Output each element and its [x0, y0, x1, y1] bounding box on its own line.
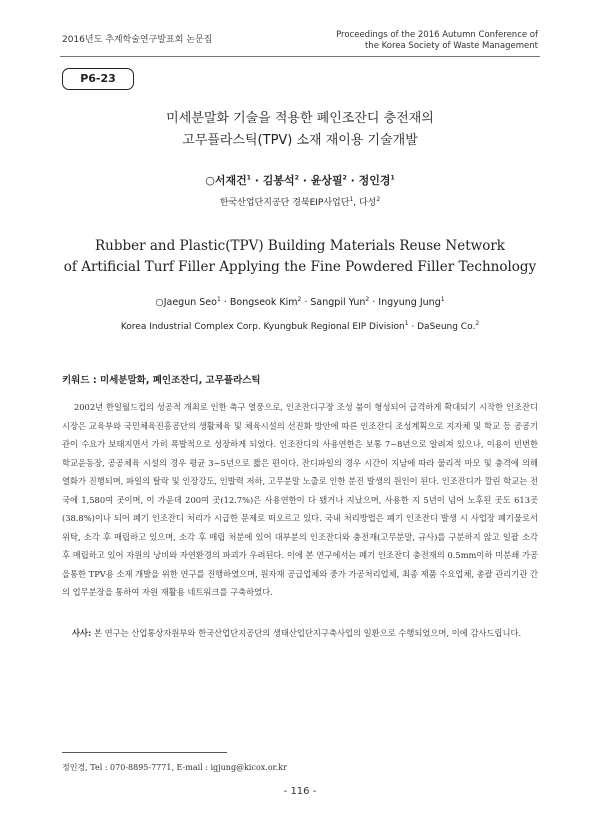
english-affil-mid: · DaSeung Co.	[408, 322, 476, 332]
korean-author4: 정인경	[358, 174, 391, 187]
korean-author1-sup: 1	[246, 174, 251, 182]
header-right-line1: Proceedings of the 2016 Autumn Conference of	[336, 30, 538, 40]
english-author1-sup: 1	[216, 296, 221, 303]
header-right	[336, 30, 538, 52]
korean-affil-sup2: 2	[376, 196, 381, 203]
english-author4: Ingyung Jung	[378, 297, 441, 309]
korean-title-line1: 미세분말화 기술을 적용한 폐인조잔디 충전재의	[166, 111, 434, 126]
page-number: - 116 -	[283, 786, 317, 797]
korean-authors	[60, 172, 540, 188]
korean-author3: 윤상필	[310, 174, 343, 187]
korean-affiliation	[60, 195, 540, 208]
english-authors	[60, 296, 540, 308]
english-author2: Bongseok Kim	[229, 297, 298, 309]
korean-author3-sup: 2	[342, 174, 347, 182]
korean-title-line2: 고무플라스틱(TPV) 소재 재이용 기술개발	[182, 133, 418, 148]
korean-author4-sup: 1	[390, 174, 395, 182]
korean-affil-mid: , 다성	[353, 198, 377, 208]
korean-author1: ○서재건	[205, 174, 247, 187]
korean-author2-sup: 2	[294, 174, 299, 182]
header-divider	[60, 56, 540, 57]
english-author1: ○Jaegun Seo	[155, 297, 217, 309]
english-author4-sup: 1	[440, 296, 445, 303]
acknowledgement-label: 사사:	[72, 628, 92, 638]
english-affil-sup2: 2	[475, 320, 480, 327]
abstract-body: 2002년 한일월드컵의 성공적 개최로 인한 축구 열풍으로, 인조잔디구장 조성 붐이 형성되어 급격하게 확대되기 시작한 인조잔디시장은 교육부와 국민체육진흥공단의 생활체육 및 체육시설의 선진화 방안에 따른 인조잔디 조성계획으로 지자체 및 학교 등 공공기관이 수요가 보태지면서 가히 폭발적으로 성장하게 되었다. 인조잔디의 사용연한은 보통 7~8년으로 알려져 있으나, 이용이 빈번한 학교운동장, 공공체육 시설의 경우 평균 3~5년으로 짧은 편이다. 잔디파일의 경우 시간이 지남에 따라 물리적 마모 및 충격에 의해 열화가 진행되며, 파일의 탈락 및 인장강도, 인발력 저하, 고무분말 노출로 인한 분진 발생의 원인이 된다. 인조잔디가 깔린 학교는 전국에 1,580여 곳이며, 이 가운데 200여 곳(12.7%)은 사용연한이 다 됐거나 지났으며, 사용한 지 5년이 넘어 노후된 곳도 613곳(38.8%)이나 되어 폐기 인조잔디 처리가 시급한 문제로 떠오르고 있다. 국내 처리방법은 폐기 인조잔디 발생 시 사업장 폐기물로서 위탁, 소각 후 매립하고 있으며, 소각 후 매립 처분에 있어 대부분의 인조잔디와 충전재(고무분말, 규사)를 구분하지 않고 일괄 소각 후 매립하고 있어 자원의 낭비와 자연환경의 파괴가 우려된다. 이에 본 연구에서는 폐기 인조잔디 충전재의 0.5mm이하 미분쇄 가공을통한 TPV용 소재 개발을 위한 연구를 진행하였으며, 원자재 공급업체와 중가 가공처리업체, 최종 제품 수요업체, 총괄 관리기관 간의 업무분장을 통하여 자원 재활용 네트워크를 구축하였다.	[62, 402, 538, 597]
korean-sep3: ·	[346, 174, 359, 187]
english-sep1: ·	[220, 297, 230, 309]
english-title-line2: of Artificial Turf Filler Applying the Fine Powdered Filler Technology	[63, 259, 537, 275]
english-title-line1: Rubber and Plastic(TPV) Building Materials Reuse Network	[95, 238, 505, 254]
english-affil-main: Korea Industrial Complex Corp. Kyungbuk Regional EIP Division	[120, 322, 405, 332]
english-author2-sup: 2	[297, 296, 302, 303]
header-right-line2: the Korea Society of Waste Management	[364, 41, 538, 51]
english-sep3: ·	[369, 297, 379, 309]
english-affil-sup1: 1	[404, 320, 409, 327]
english-sep2: ·	[301, 297, 311, 309]
keywords: 키워드 : 미세분말화, 폐인조잔디, 고무플라스틱	[62, 375, 261, 386]
korean-affil-sup1: 1	[349, 196, 354, 203]
header-left: 2016년도 추계학술연구발표회 논문집	[62, 35, 213, 45]
korean-affil-main: 한국산업단지공단 경북EIP사업단	[219, 198, 350, 208]
acknowledgement	[62, 624, 538, 642]
footnote-divider	[62, 752, 227, 753]
english-title	[40, 236, 560, 278]
footnote-contact: 정인경, Tel : 070-8895-7771, E-mail : igjung@kicox.or.kr	[62, 763, 287, 772]
english-author3: Sangpil Yun	[310, 297, 366, 309]
korean-title	[60, 108, 540, 152]
korean-sep2: ·	[298, 174, 311, 187]
acknowledgement-text: 본 연구는 산업통상자원부와 한국산업단지공단의 생태산업단지구축사업의 일환으로 수행되었으며, 이에 감사드립니다.	[91, 628, 522, 638]
paper-id-badge: P6-23	[62, 68, 134, 90]
korean-author2: 김봉석	[262, 174, 295, 187]
korean-sep1: ·	[250, 174, 263, 187]
english-affiliation	[60, 320, 540, 332]
english-author3-sup: 2	[365, 296, 370, 303]
